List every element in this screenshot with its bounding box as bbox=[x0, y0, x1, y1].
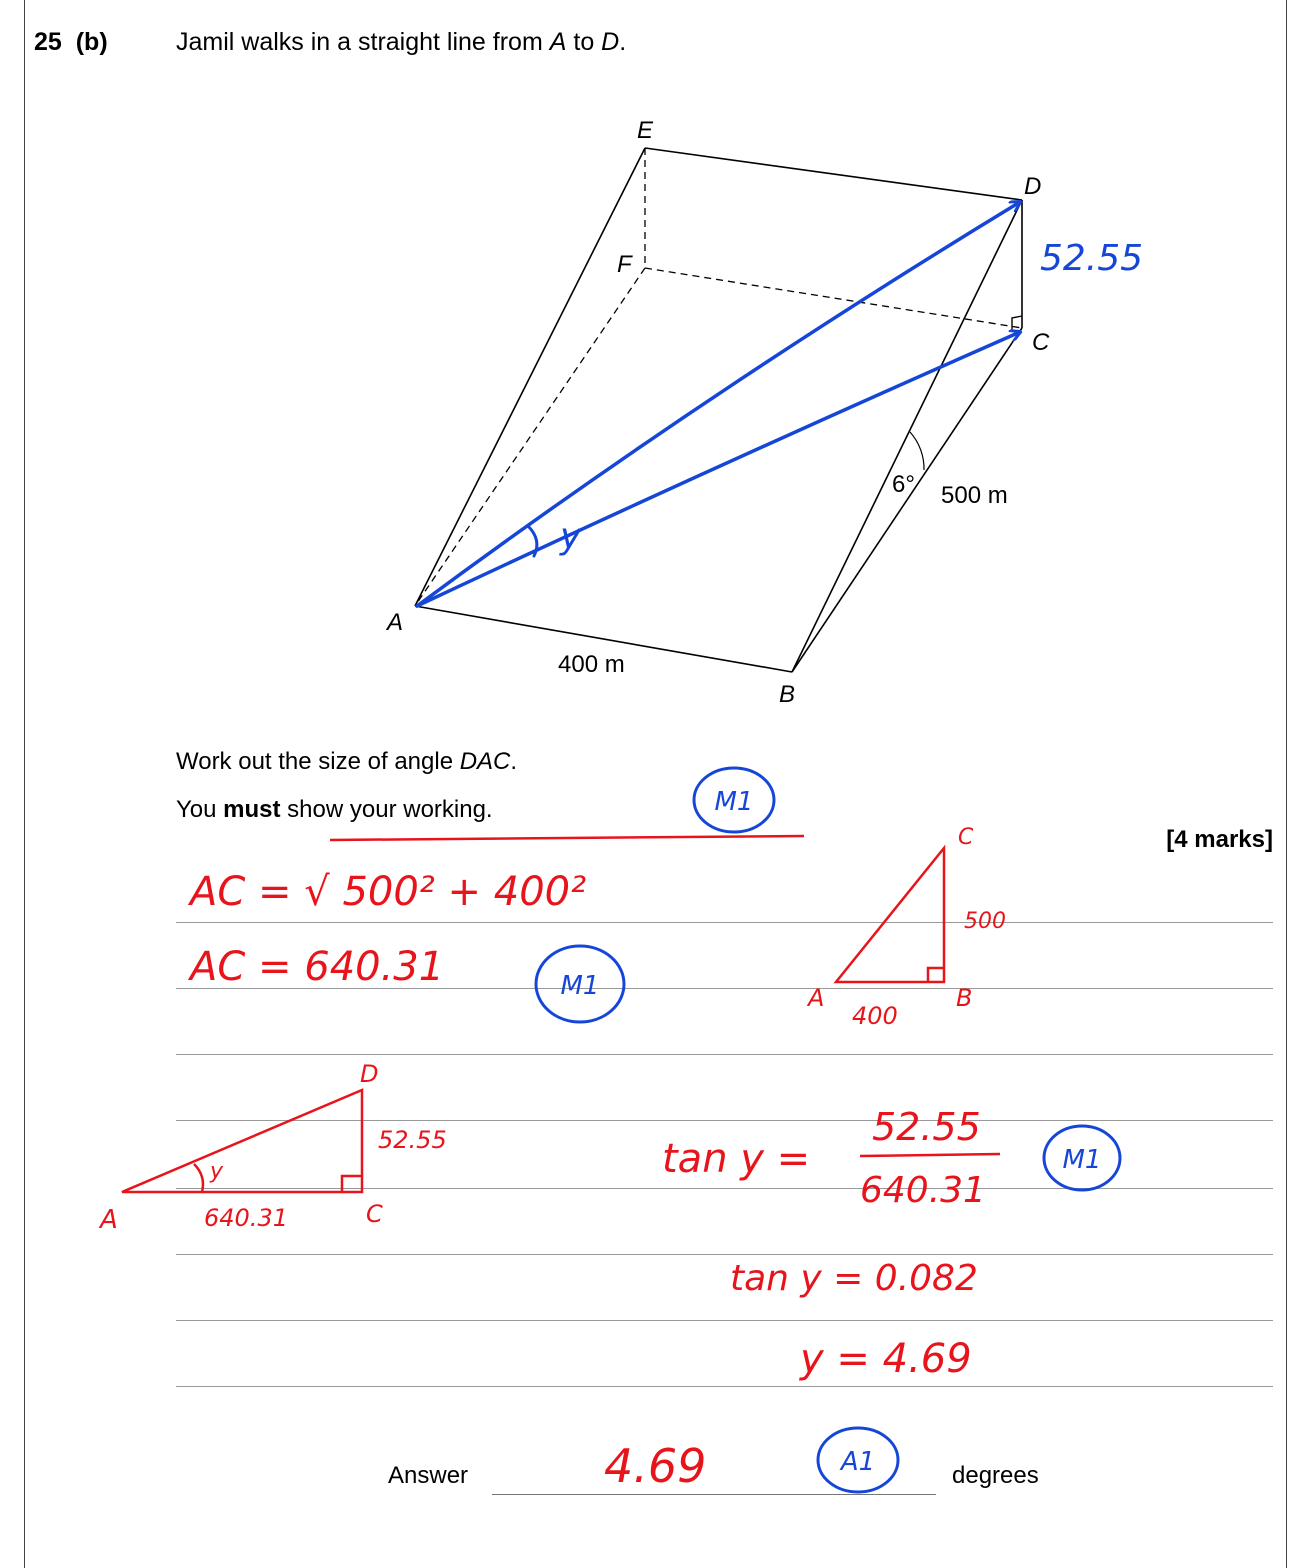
answer-value: 4.69 bbox=[604, 1439, 707, 1493]
hidden-edges bbox=[415, 148, 1022, 606]
tri1-side: 500 bbox=[964, 909, 1006, 934]
wedge-diagram bbox=[415, 148, 1022, 672]
tan-lhs: tan y = bbox=[662, 1136, 811, 1182]
tan-value: tan y = 0.082 bbox=[730, 1258, 978, 1299]
tan-denominator: 640.31 bbox=[860, 1170, 986, 1211]
svg-text:M1: M1 bbox=[714, 787, 754, 817]
angle-y-label: y bbox=[560, 516, 582, 557]
label-D: D bbox=[1024, 173, 1042, 200]
tri2-right: C bbox=[366, 1200, 383, 1228]
answer-unit: degrees bbox=[952, 1462, 1039, 1489]
tri2-left: A bbox=[100, 1205, 118, 1235]
tri2-top: D bbox=[360, 1060, 379, 1088]
label-F: F bbox=[617, 251, 632, 278]
tri2-angle: y bbox=[210, 1159, 224, 1184]
mark-m1-tan bbox=[1044, 1126, 1120, 1190]
label-500m: 500 m bbox=[941, 482, 1008, 509]
tri1-base: 400 bbox=[852, 1002, 898, 1030]
label-angle-6: 6° bbox=[892, 471, 915, 498]
label-400m: 400 m bbox=[558, 651, 625, 678]
mark-m1-ac bbox=[536, 946, 624, 1022]
angle-arc-6 bbox=[910, 432, 924, 470]
answer-label: Answer bbox=[388, 1462, 469, 1489]
tan-numerator: 52.55 bbox=[872, 1105, 981, 1149]
edge-FA bbox=[415, 268, 645, 606]
y-value: y = 4.69 bbox=[800, 1336, 972, 1382]
instruction-line-2: You must show your working. bbox=[176, 796, 493, 823]
tri1-top: C bbox=[958, 825, 974, 850]
svg-text:A1: A1 bbox=[840, 1447, 876, 1477]
tri2-side: 52.55 bbox=[378, 1126, 447, 1154]
instruction-line-1: Work out the size of angle DAC. bbox=[176, 748, 518, 775]
fraction-bar bbox=[860, 1154, 1000, 1156]
tri1-right: B bbox=[956, 984, 973, 1012]
svg-text:M1: M1 bbox=[1062, 1145, 1102, 1175]
label-B: B bbox=[779, 681, 796, 708]
edge-ED bbox=[645, 148, 1022, 200]
label-A: A bbox=[387, 609, 404, 636]
ac-value: AC = 640.31 bbox=[190, 944, 445, 990]
edge-AE bbox=[415, 148, 645, 606]
label-C: C bbox=[1032, 329, 1050, 356]
height-label-blue: 52.55 bbox=[1040, 238, 1144, 279]
tri2-base: 640.31 bbox=[204, 1204, 288, 1232]
blue-annotations bbox=[417, 202, 1020, 606]
sketch-triangle-ACD bbox=[122, 1090, 362, 1192]
ac-formula: AC = √ 500² + 400² bbox=[190, 869, 587, 915]
label-E: E bbox=[637, 117, 654, 144]
arrow-AD bbox=[417, 202, 1020, 606]
mark-m1-top bbox=[694, 768, 774, 832]
sketch-triangle-ABC bbox=[836, 848, 944, 982]
question-number: 25 (b) bbox=[34, 28, 108, 56]
sqrt-bar bbox=[330, 836, 804, 840]
mark-a1 bbox=[818, 1428, 898, 1492]
tri1-left: A bbox=[808, 984, 825, 1012]
question-text: Jamil walks in a straight line from A to D. bbox=[176, 28, 627, 56]
svg-text:M1: M1 bbox=[560, 971, 600, 1001]
marks-label: [4 marks] bbox=[1166, 826, 1273, 853]
right-angle-C bbox=[1012, 316, 1022, 330]
